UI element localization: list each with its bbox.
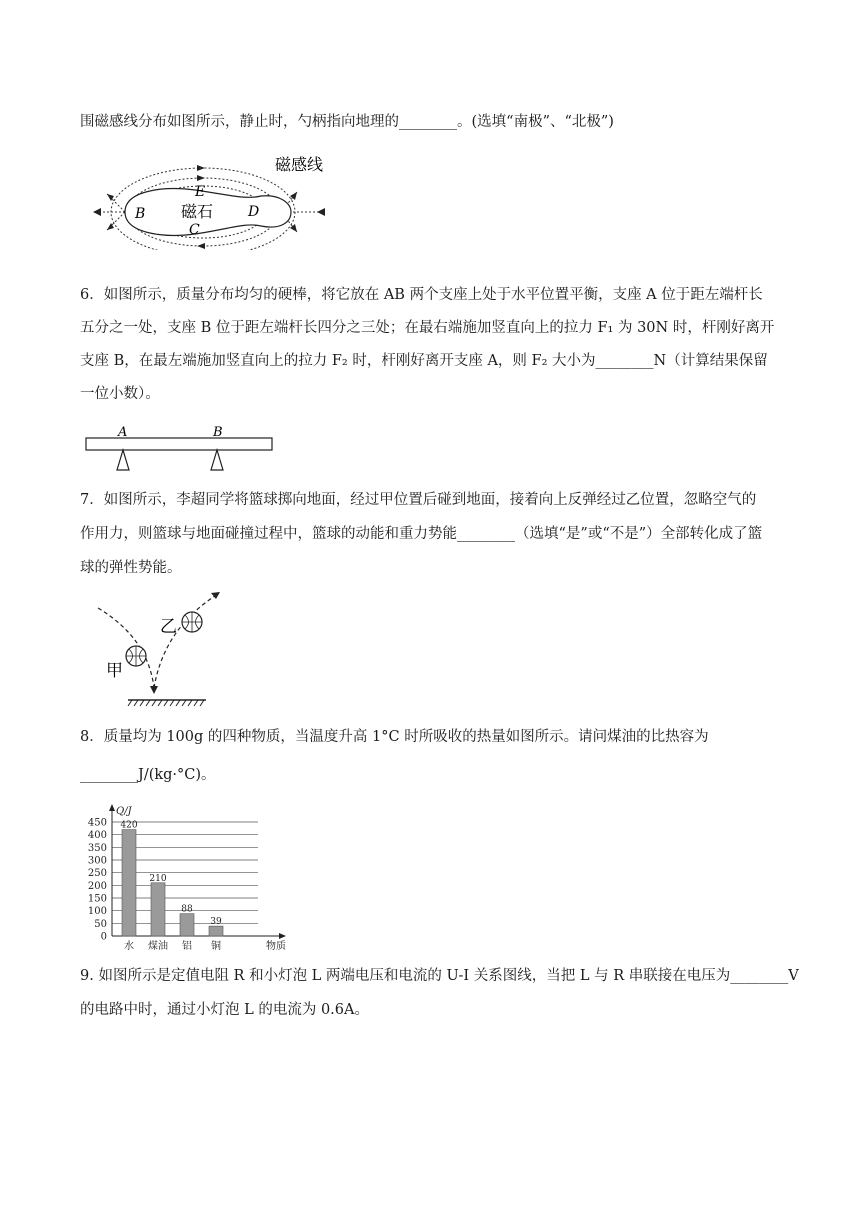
- q9-line-1: 9. 如图所示是定值电阻 R 和小灯泡 L 两端电压和电流的 U-I 关系图线，当把 L 与 R 串联接在电压为________V: [80, 968, 799, 984]
- q7-line-3: 球的弹性势能。: [80, 560, 182, 576]
- x-axis-label: 物质: [266, 941, 286, 952]
- position-jia-label: 甲: [106, 661, 123, 681]
- x-tick-label: 煤油: [148, 941, 168, 952]
- x-tick-label: 铝: [182, 941, 192, 952]
- bar: [180, 914, 194, 936]
- position-yi-label: 乙: [160, 617, 177, 637]
- y-tick-label: 450: [87, 817, 107, 829]
- support-b-label: B: [213, 425, 223, 440]
- y-tick-label: 150: [87, 893, 107, 905]
- x-axis-arrow-icon: [279, 933, 286, 939]
- q5-text-line: 围磁感线分布如图所示，静止时，勺柄指向地理的________。(选填“南极”、“北极”): [80, 114, 614, 130]
- y-tick-label: 200: [87, 880, 107, 892]
- y-tick-label: 100: [87, 906, 107, 918]
- bar: [151, 883, 165, 936]
- q7-line-1: 7．如图所示，李超同学将篮球掷向地面，经过甲位置后碰到地面，接着向上反弹经过乙位置，忽略空气的: [80, 492, 757, 508]
- q7-line-2: 作用力，则篮球与地面碰撞过程中，篮球的动能和重力势能________（选填“是”或“不是”）全部转化成了篮: [80, 526, 763, 542]
- y-tick-label: 400: [87, 830, 107, 842]
- y-tick-label: 50: [94, 918, 107, 930]
- basketball-figure: [88, 588, 238, 716]
- bar-data-label: 420: [120, 820, 138, 831]
- x-tick-label: 铜: [211, 941, 221, 952]
- q6-line-1: 6．如图所示，质量分布均匀的硬棒，将它放在 AB 两个支座上处于水平位置平衡，支座 A 位于距左端杆长: [80, 287, 763, 303]
- heat-bar-chart: [80, 800, 290, 954]
- y-axis-arrow-icon: [109, 804, 115, 811]
- point-b-label: B: [135, 206, 146, 222]
- q6-line-2: 五分之一处，支座 B 位于距左端杆长四分之三处；在最右端施加竖直向上的拉力 F₁ 为 30N 时，杆刚好离开: [80, 320, 775, 336]
- q6-line-3: 支座 B，在最左端施加竖直向上的拉力 F₂ 时，杆刚好离开支座 A，则 F₂ 大小为________N（计算结果保留: [80, 353, 768, 369]
- bar: [209, 926, 223, 936]
- y-tick-label: 0: [100, 931, 107, 943]
- point-c-label: C: [189, 222, 200, 238]
- magnet-field-figure: [85, 150, 365, 250]
- y-tick-label: 350: [87, 842, 107, 854]
- y-tick-label: 250: [87, 868, 107, 880]
- lever-figure: [84, 422, 276, 474]
- support-a-label: A: [118, 425, 128, 440]
- bar-data-label: 39: [210, 917, 222, 928]
- point-d-label: D: [248, 204, 260, 220]
- field-line-label: 磁感线: [275, 155, 324, 174]
- magnet-stone-label: 磁石: [181, 202, 214, 221]
- q8-line-2: ________J/(kg·°C)。: [80, 767, 216, 783]
- bar-data-label: 88: [181, 904, 193, 915]
- x-tick-label: 水: [124, 941, 134, 952]
- point-e-label: E: [195, 184, 206, 200]
- ball-jia-icon: [126, 646, 146, 666]
- bar-data-label: 210: [149, 873, 167, 884]
- y-axis-label: Q/J: [116, 806, 132, 817]
- q9-line-2: 的电路中时，通过小灯泡 L 的电流为 0.6A。: [80, 1002, 369, 1018]
- bar: [122, 830, 136, 936]
- ball-yi-icon: [182, 612, 202, 632]
- q8-line-1: 8．质量均为 100g 的四种物质，当温度升高 1°C 时所吸收的热量如图所示。请问煤油的比热容为: [80, 729, 709, 745]
- q6-line-4: 一位小数）。: [80, 386, 160, 402]
- y-tick-label: 300: [87, 855, 107, 867]
